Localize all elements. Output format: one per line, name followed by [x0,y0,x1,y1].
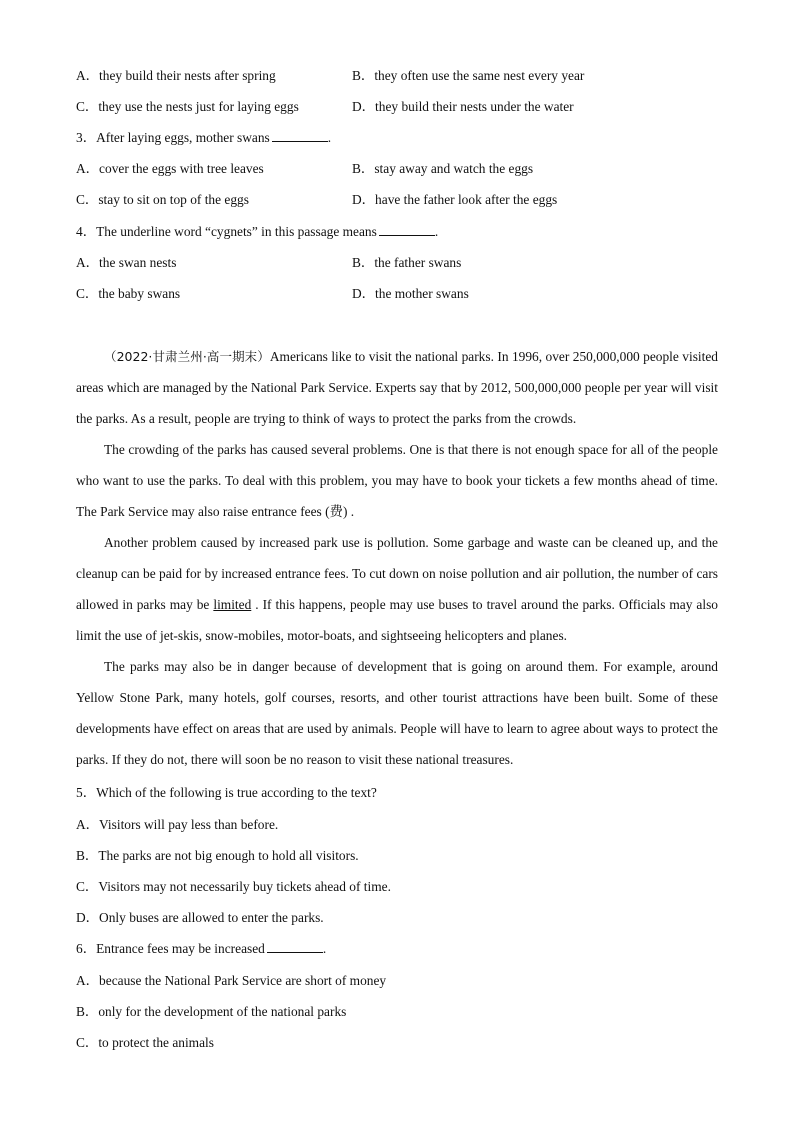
q2-option-a: A．they build their nests after spring [76,68,276,83]
q6-option-a: A．because the National Park Service are short of money [76,973,387,988]
q4-stem-text: 4．The underline word “cygnets” in this passage means [76,224,377,239]
q4-stem-end: . [434,224,439,239]
answer-blank [379,223,435,236]
q4-option-c: C．the baby swans [76,286,181,301]
q3-stem-text: 3．After laying eggs, mother swans [76,130,270,145]
q5-option-a: A．Visitors will pay less than before. [76,817,279,832]
passage-p1-text: Americans like to visit the national parks. In 1996, over 250,000,000 people visited areas which are managed by the National Park Service. Experts say that by 2012, 500,000,000 people per year will visit the parks. As a result, people are trying to think of ways to protect the parks from the crowds. [76,349,718,426]
reading-passage [76,341,718,775]
q6-option-c: C．to protect the animals [76,1035,214,1050]
q6-stem-end: . [322,941,327,956]
passage-paragraph-1 [76,341,718,434]
passage-p3-before: Another problem caused by increased park use is pollution. Some garbage and waste can be cleaned up, and the cleanup can be paid for by increased entrance fees. To cut down on noise pollution and air pollution, the number of cars allowed in parks may be [76,535,718,612]
q4-option-a: A．the swan nests [76,255,177,270]
q5-option-b: B．The parks are not big enough to hold all visitors. [76,848,359,863]
passage-paragraph-3 [76,527,718,651]
q3-option-b: B．stay away and watch the eggs [352,161,534,176]
q4-option-d: D．the mother swans [352,286,469,301]
answer-blank [272,129,328,142]
answer-blank [267,940,323,953]
passage-p3-after: . If this happens, people may use buses to travel around the parks. Officials may also limit the use of jet-skis, snow-mobiles, motor-boats, and sightseeing helicopters and planes. [76,597,718,643]
q3-option-d: D．have the father look after the eggs [352,192,558,207]
q3-stem [76,128,331,148]
q4-option-b: B．the father swans [352,255,462,270]
q5-option-c: C．Visitors may not necessarily buy tickets ahead of time. [76,879,391,894]
q5-stem: 5．Which of the following is true according to the text? [76,785,377,800]
underlined-word: limited [213,597,252,612]
q4-stem [76,222,438,242]
q2-option-d: D．they build their nests under the water [352,99,574,114]
passage-paragraph-2: The crowding of the parks has caused several problems. One is that there is not enough space for all of the people who want to use the parks. To deal with this problem, you may have to book your tickets a few months ahead of time. The Park Service may also raise entrance fees (费) . [76,442,718,519]
q6-stem-text: 6．Entrance fees may be increased [76,941,265,956]
q2-option-c: C．they use the nests just for laying eggs [76,99,299,114]
passage-paragraph-4: The parks may also be in danger because of development that is going on around them. For example, around Yellow Stone Park, many hotels, golf courses, resorts, and other tourist attractions have been built. Some of these developments have effect on areas that are used by animals. People will have to learn to agree about ways to protect the parks. If they do not, there will soon be no reason to visit these national treasures. [76,659,718,767]
q3-option-c: C．stay to sit on top of the eggs [76,192,249,207]
passage-source: （2022·甘肃兰州·高一期末） [104,349,270,364]
q6-stem [76,939,326,959]
q2-option-b: B．they often use the same nest every year [352,68,585,83]
q5-option-d: D．Only buses are allowed to enter the parks. [76,910,324,925]
q3-stem-end: . [327,130,332,145]
q6-option-b: B．only for the development of the national parks [76,1004,347,1019]
q3-option-a: A．cover the eggs with tree leaves [76,161,264,176]
